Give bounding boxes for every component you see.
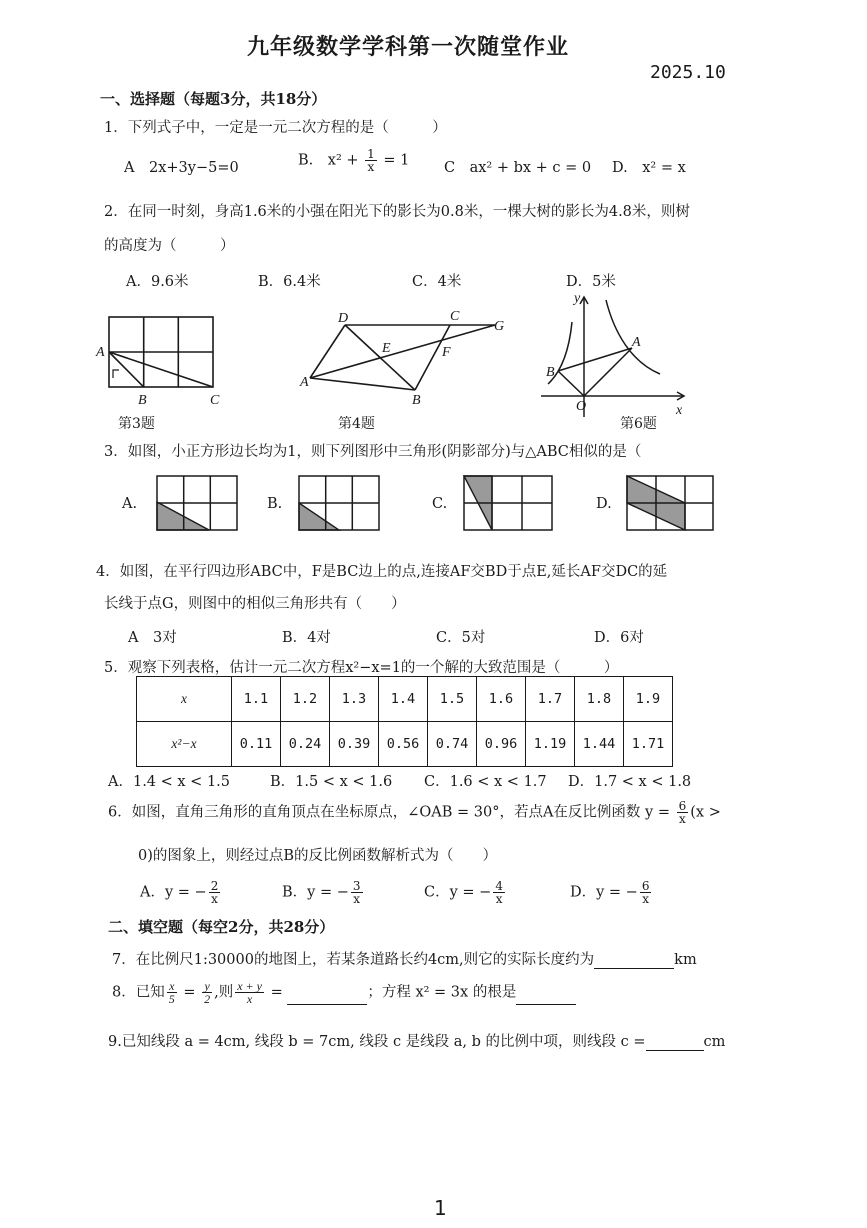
fig3-label-b: B (138, 393, 147, 408)
q3-option-d-label: D. (596, 496, 612, 512)
question-3: 3．如图，小正方形边长均为1，则下列图形中三角形(阴影部分)与△ABC相似的是（ (104, 444, 642, 460)
fig4-label-f: F (442, 345, 451, 360)
question-7: 7．在比例尺1:30000的地图上，若某条道路长约4cm,则它的实际长度约为 km (112, 952, 697, 968)
fig4-label-a: A (300, 375, 309, 390)
q1-option-c: C ax² + bx + c = 0 (444, 160, 592, 176)
figure-4 (300, 300, 515, 410)
q3-option-b-label: B. (267, 496, 283, 512)
table-cell: x²−x (137, 722, 232, 767)
fig4-label-b: B (412, 393, 421, 408)
question-4-line-2: 长线于点G，则图中的相似三角形共有（ ） (104, 596, 406, 612)
table-cell: 0.39 (330, 722, 379, 767)
q8-root-blank[interactable] (516, 990, 576, 1005)
fig4-label-e: E (382, 341, 391, 356)
q2-option-c: C．4米 (412, 274, 462, 290)
fig6-label-a: A (632, 335, 641, 350)
table-cell: 1.9 (624, 677, 673, 722)
fig3-label-c: C (210, 393, 220, 408)
q8-ratio-blank[interactable] (287, 990, 367, 1005)
q3-option-a-figure (155, 474, 239, 532)
q3-option-b-figure (297, 474, 381, 532)
table-cell: 1.5 (428, 677, 477, 722)
q6-option-c: C．y = − $\frac{4}{x}$ (424, 879, 503, 906)
table-cell: 0.56 (379, 722, 428, 767)
q1-option-a: A 2x+3y−5=0 (124, 160, 239, 176)
q3-option-c-figure (462, 474, 554, 532)
table-cell: 1.71 (624, 722, 673, 767)
caption-figure-3: 第3题 (118, 416, 155, 432)
table-cell: 1.2 (281, 677, 330, 722)
page-number: 1 (434, 1196, 447, 1220)
fig4-label-c: C (450, 309, 460, 324)
q4-option-a: A 3对 (128, 630, 177, 646)
question-6-line-1: 6．如图，直角三角形的直角顶点在坐标原点，∠OAB = 30°，若点A在反比例函数 y = $\frac{6}{x}$ (x > (108, 799, 721, 826)
fig6-label-y: y (574, 291, 581, 306)
q6-option-d: D．y = − $\frac{6}{x}$ (570, 879, 650, 906)
q2-option-b: B．6.4米 (258, 274, 321, 290)
figure-3 (96, 312, 236, 412)
table-cell: 0.11 (232, 722, 281, 767)
date: 2025.10 (650, 62, 726, 83)
q5-value-table (136, 676, 673, 767)
table-cell: 1.8 (575, 677, 624, 722)
fig6-label-x: x (676, 403, 683, 418)
q4-option-c: C．5对 (436, 630, 486, 646)
question-6-line-2: 0)的图象上，则经过点B的反比例函数解析式为（ ） (138, 848, 498, 864)
q9-answer-blank[interactable] (646, 1036, 704, 1051)
fig4-label-d: D (338, 311, 349, 326)
table-cell: 1.19 (526, 722, 575, 767)
caption-figure-6: 第6题 (620, 416, 657, 432)
q5-option-a: A．1.4 < x < 1.5 (108, 774, 231, 790)
table-cell: 1.6 (477, 677, 526, 722)
q3-option-d-figure (625, 474, 715, 532)
table-cell: x (137, 677, 232, 722)
q4-option-b: B．4对 (282, 630, 331, 646)
question-2-line-1: 2．在同一时刻，身高1.6米的小强在阳光下的影长为0.8米，一棵大树的影长为4.8米，则树 (104, 204, 690, 220)
table-cell: 0.24 (281, 722, 330, 767)
table-row (137, 677, 673, 722)
question-8: 8．已知 $\frac{x}{5}$ = $\frac{y}{2}$ ,则 $\frac{x + y}{x}$ = ；方程 x² = 3x 的根是 (112, 980, 576, 1005)
q1-option-b: B. x² + $\frac{1}{x}$ = 1 (298, 147, 410, 174)
fig4-label-g: G (494, 319, 505, 334)
q5-option-d: D．1.7 < x < 1.8 (568, 774, 692, 790)
section-heading-fill-in: 二、填空题（每空2分，共28分） (108, 918, 335, 936)
table-cell: 0.96 (477, 722, 526, 767)
table-cell: 1.3 (330, 677, 379, 722)
caption-figure-4: 第4题 (338, 416, 375, 432)
table-cell: 1.7 (526, 677, 575, 722)
page-title: 九年级数学学科第一次随堂作业 (247, 34, 570, 60)
question-4-line-1: 4．如图，在平行四边形ABC中，F是BC边上的点,连接AF交BD于点E,延长AF交DC的延 (96, 564, 668, 580)
q4-option-d: D．6对 (594, 630, 644, 646)
table-cell: 1.44 (575, 722, 624, 767)
q1-option-d: D. x² = x (612, 160, 686, 176)
q3-option-a-label: A. (122, 496, 138, 512)
figure-6 (536, 292, 696, 420)
table-cell: 1.4 (379, 677, 428, 722)
q3-option-c-label: C. (432, 496, 448, 512)
table-cell: 0.74 (428, 722, 477, 767)
table-row (137, 722, 673, 767)
q2-option-d: D．5米 (566, 274, 616, 290)
section-heading-choice: 一、选择题（每题3分，共18分） (100, 90, 327, 108)
q7-answer-blank[interactable] (594, 954, 674, 969)
question-9: 9.已知线段 a = 4cm, 线段 b = 7cm, 线段 c 是线段 a, b 的比例中项，则线段 c = cm (108, 1034, 726, 1050)
q5-option-c: C．1.6 < x < 1.7 (424, 774, 547, 790)
table-cell: 1.1 (232, 677, 281, 722)
question-5: 5．观察下列表格，估计一元二次方程x²−x=1的一个解的大致范围是（ ） (104, 660, 619, 676)
q5-option-b: B．1.5 < x < 1.6 (270, 774, 393, 790)
question-2-line-2: 的高度为（ ） (104, 238, 235, 254)
q6-option-b: B．y = − $\frac{3}{x}$ (282, 879, 361, 906)
fig6-label-b: B (546, 365, 555, 380)
q6-option-a: A．y = − $\frac{2}{x}$ (140, 879, 219, 906)
fig6-label-o: O (576, 399, 587, 414)
question-1: 1．下列式子中，一定是一元二次方程的是（ ） (104, 120, 447, 136)
fig3-label-a: A (96, 345, 105, 360)
q2-option-a: A．9.6米 (126, 274, 189, 290)
